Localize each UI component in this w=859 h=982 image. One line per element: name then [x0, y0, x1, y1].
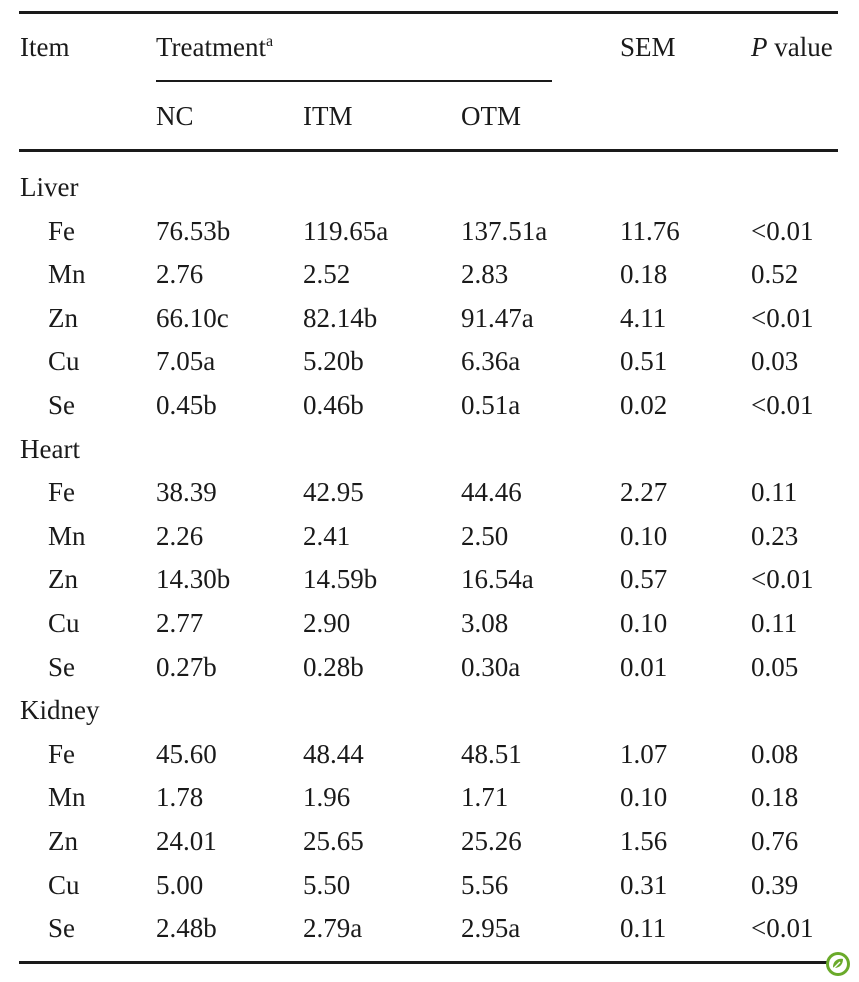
- header-otm: OTM: [461, 101, 521, 131]
- cell-itm: 5.50: [303, 870, 351, 900]
- cell-sem: 0.11: [620, 913, 667, 943]
- cell-nc: 38.39: [156, 477, 217, 507]
- header-nc: NC: [156, 101, 194, 131]
- cell-p-value: <0.01: [751, 913, 814, 943]
- cell-otm: 6.36a: [461, 346, 521, 376]
- cell-sem: 0.31: [620, 870, 668, 900]
- cell-element: Mn: [48, 259, 86, 289]
- cell-p-value: 0.05: [751, 652, 799, 682]
- cell-element: Fe: [48, 739, 75, 769]
- cell-sem: 0.10: [620, 608, 668, 638]
- cell-p-value: <0.01: [751, 303, 814, 333]
- table-top-rule: [19, 11, 838, 14]
- cell-nc: 2.76: [156, 259, 204, 289]
- cell-nc: 7.05a: [156, 346, 216, 376]
- cell-itm: 1.96: [303, 782, 351, 812]
- cell-sem: 0.10: [620, 521, 668, 551]
- springer-leaf-icon: [825, 951, 851, 977]
- cell-element: Cu: [48, 346, 80, 376]
- cell-itm: 0.46b: [303, 390, 364, 420]
- cell-itm: 5.20b: [303, 346, 364, 376]
- cell-sem: 0.02: [620, 390, 668, 420]
- cell-element: Mn: [48, 782, 86, 812]
- header-sem: SEM: [620, 32, 676, 62]
- treatment-span-rule: [156, 80, 552, 82]
- cell-element: Zn: [48, 564, 78, 594]
- cell-itm: 2.90: [303, 608, 351, 638]
- cell-p-value: 0.39: [751, 870, 799, 900]
- cell-nc: 0.45b: [156, 390, 217, 420]
- cell-nc: 2.77: [156, 608, 204, 638]
- table-header-rule: [19, 149, 838, 152]
- cell-otm: 2.50: [461, 521, 509, 551]
- cell-itm: 25.65: [303, 826, 364, 856]
- cell-otm: 48.51: [461, 739, 522, 769]
- table-bottom-rule: [19, 961, 838, 964]
- cell-element: Cu: [48, 870, 80, 900]
- header-p-word: value: [767, 32, 833, 62]
- cell-nc: 24.01: [156, 826, 217, 856]
- cell-p-value: 0.76: [751, 826, 799, 856]
- cell-p-value: 0.08: [751, 739, 799, 769]
- cell-nc: 76.53b: [156, 216, 231, 246]
- cell-p-value: <0.01: [751, 216, 814, 246]
- cell-nc: 0.27b: [156, 652, 217, 682]
- cell-nc: 14.30b: [156, 564, 231, 594]
- cell-element: Se: [48, 652, 75, 682]
- cell-sem: 2.27: [620, 477, 668, 507]
- cell-itm: 82.14b: [303, 303, 378, 333]
- cell-sem: 4.11: [620, 303, 667, 333]
- cell-otm: 1.71: [461, 782, 509, 812]
- group-heading-liver: Liver: [20, 172, 79, 202]
- cell-itm: 14.59b: [303, 564, 378, 594]
- header-treatment-label: Treatment: [156, 32, 266, 62]
- cell-itm: 48.44: [303, 739, 364, 769]
- cell-p-value: 0.23: [751, 521, 799, 551]
- cell-element: Zn: [48, 826, 78, 856]
- cell-nc: 5.00: [156, 870, 204, 900]
- cell-otm: 5.56: [461, 870, 509, 900]
- cell-otm: 44.46: [461, 477, 522, 507]
- cell-sem: 11.76: [620, 216, 680, 246]
- cell-itm: 42.95: [303, 477, 364, 507]
- cell-element: Fe: [48, 216, 75, 246]
- cell-sem: 1.56: [620, 826, 668, 856]
- cell-p-value: <0.01: [751, 390, 814, 420]
- cell-element: Se: [48, 913, 75, 943]
- cell-p-value: 0.11: [751, 477, 798, 507]
- cell-sem: 1.07: [620, 739, 668, 769]
- cell-itm: 2.41: [303, 521, 351, 551]
- cell-itm: 119.65a: [303, 216, 389, 246]
- cell-element: Fe: [48, 477, 75, 507]
- cell-otm: 137.51a: [461, 216, 548, 246]
- group-heading-heart: Heart: [20, 434, 80, 464]
- cell-element: Cu: [48, 608, 80, 638]
- cell-p-value: 0.52: [751, 259, 799, 289]
- cell-itm: 2.79a: [303, 913, 363, 943]
- group-heading-kidney: Kidney: [20, 695, 100, 725]
- cell-otm: 2.95a: [461, 913, 521, 943]
- cell-otm: 25.26: [461, 826, 522, 856]
- cell-itm: 2.52: [303, 259, 351, 289]
- cell-sem: 0.01: [620, 652, 668, 682]
- cell-otm: 2.83: [461, 259, 509, 289]
- cell-element: Zn: [48, 303, 78, 333]
- cell-nc: 1.78: [156, 782, 204, 812]
- cell-sem: 0.10: [620, 782, 668, 812]
- cell-otm: 16.54a: [461, 564, 534, 594]
- header-p-letter: P: [751, 32, 768, 62]
- cell-otm: 3.08: [461, 608, 509, 638]
- header-item: Item: [20, 32, 70, 62]
- cell-nc: 45.60: [156, 739, 217, 769]
- cell-nc: 66.10c: [156, 303, 229, 333]
- cell-sem: 0.51: [620, 346, 668, 376]
- cell-otm: 91.47a: [461, 303, 534, 333]
- cell-itm: 0.28b: [303, 652, 364, 682]
- treatment-footnote-marker: a: [266, 33, 274, 50]
- header-p-value: [751, 31, 833, 63]
- cell-sem: 0.57: [620, 564, 668, 594]
- header-itm: ITM: [303, 101, 353, 131]
- cell-element: Se: [48, 390, 75, 420]
- cell-element: Mn: [48, 521, 86, 551]
- cell-p-value: <0.01: [751, 564, 814, 594]
- cell-otm: 0.30a: [461, 652, 521, 682]
- cell-nc: 2.26: [156, 521, 204, 551]
- cell-p-value: 0.11: [751, 608, 798, 638]
- header-treatment: [156, 31, 273, 63]
- cell-p-value: 0.03: [751, 346, 799, 376]
- cell-sem: 0.18: [620, 259, 668, 289]
- cell-nc: 2.48b: [156, 913, 217, 943]
- cell-otm: 0.51a: [461, 390, 521, 420]
- cell-p-value: 0.18: [751, 782, 799, 812]
